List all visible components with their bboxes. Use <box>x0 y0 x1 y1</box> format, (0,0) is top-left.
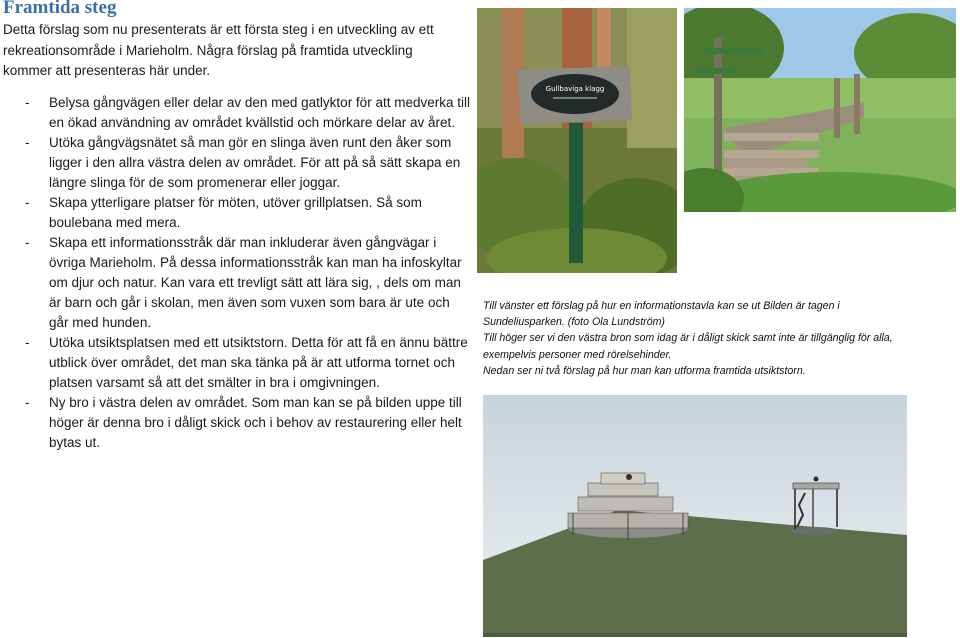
page-heading: Framtida steg <box>3 0 117 18</box>
photo-captions <box>483 298 923 379</box>
caption-bridge: Till höger ser vi den västra bron som idag är i dåligt skick samt inte är tillgänglig för alla, exempelvis personer med rörelsehinder. <box>483 332 893 361</box>
intro-paragraph: Detta förslag som nu presenterats är ett första steg i en utveckling av ett rekreationsområde i Marieholm. Några förslag på framtida utveckling kommer att presenteras här under. <box>3 22 434 78</box>
list-bullet-dash: - <box>25 135 30 150</box>
caption-info-sign: Till vänster ett förslag på hur en informationstavla kan se ut Bilden är tagen i Sundeliusparken. (foto Ola Lundström) <box>483 300 840 329</box>
list-item <box>0 333 470 393</box>
list-item-text: Utöka gångvägsnätet så man gör en slinga även runt den åker som ligger i den allra västra delen av området. För att på så sätt skapa en längre slinga för de som promenerar eller joggar. <box>49 135 461 190</box>
list-item-text: Belysa gångvägen eller delar av den med gatlyktor för att medverka till en ökad användning av området kvällstid och mörkare delar av året. <box>49 95 470 130</box>
list-item <box>0 233 470 333</box>
proposal-list <box>0 93 470 453</box>
list-bullet-dash: - <box>25 335 30 350</box>
list-item <box>0 133 470 193</box>
list-item <box>0 193 470 233</box>
list-item <box>0 93 470 133</box>
list-item-text: Ny bro i västra delen av området. Som man kan se på bilden uppe till höger är denna bro i dåligt skick och i behov av restaurering eller helt bytas ut. <box>49 395 462 450</box>
list-bullet-dash: - <box>25 235 30 250</box>
list-bullet-dash: - <box>25 395 30 410</box>
list-item <box>0 393 470 453</box>
list-bullet-dash: - <box>25 195 30 210</box>
lookout-tower-render <box>483 395 907 637</box>
bridge-photo <box>684 8 956 212</box>
caption-towers: Nedan ser ni två förslag på hur man kan utforma framtida utsiktstorn. <box>483 364 806 377</box>
info-sign-photo <box>477 8 677 273</box>
list-item-text: Utöka utsiktsplatsen med ett utsiktstorn. Detta för att få en ännu bättre utblick över området, det man ska tänka på är att utforma tornet och platsen varsamt så att det smälter in bra i omgivningen. <box>49 335 468 390</box>
list-item-text: Skapa ett informationsstråk där man inkluderar även gångvägar i övriga Marieholm. På dessa informationsstråk kan man ha infoskyltar om djur och natur. Kan vara ett trevligt sätt att lära sig, , dels om man är barn och går i skolan, men även som vuxen som bara är ute och går med hunden. <box>49 235 462 330</box>
sign-text: Gullbaviga klagg <box>545 85 605 93</box>
list-item-text: Skapa ytterligare platser för möten, utöver grillplatsen. Så som boulebana med mera. <box>49 195 422 230</box>
list-bullet-dash: - <box>25 95 30 110</box>
